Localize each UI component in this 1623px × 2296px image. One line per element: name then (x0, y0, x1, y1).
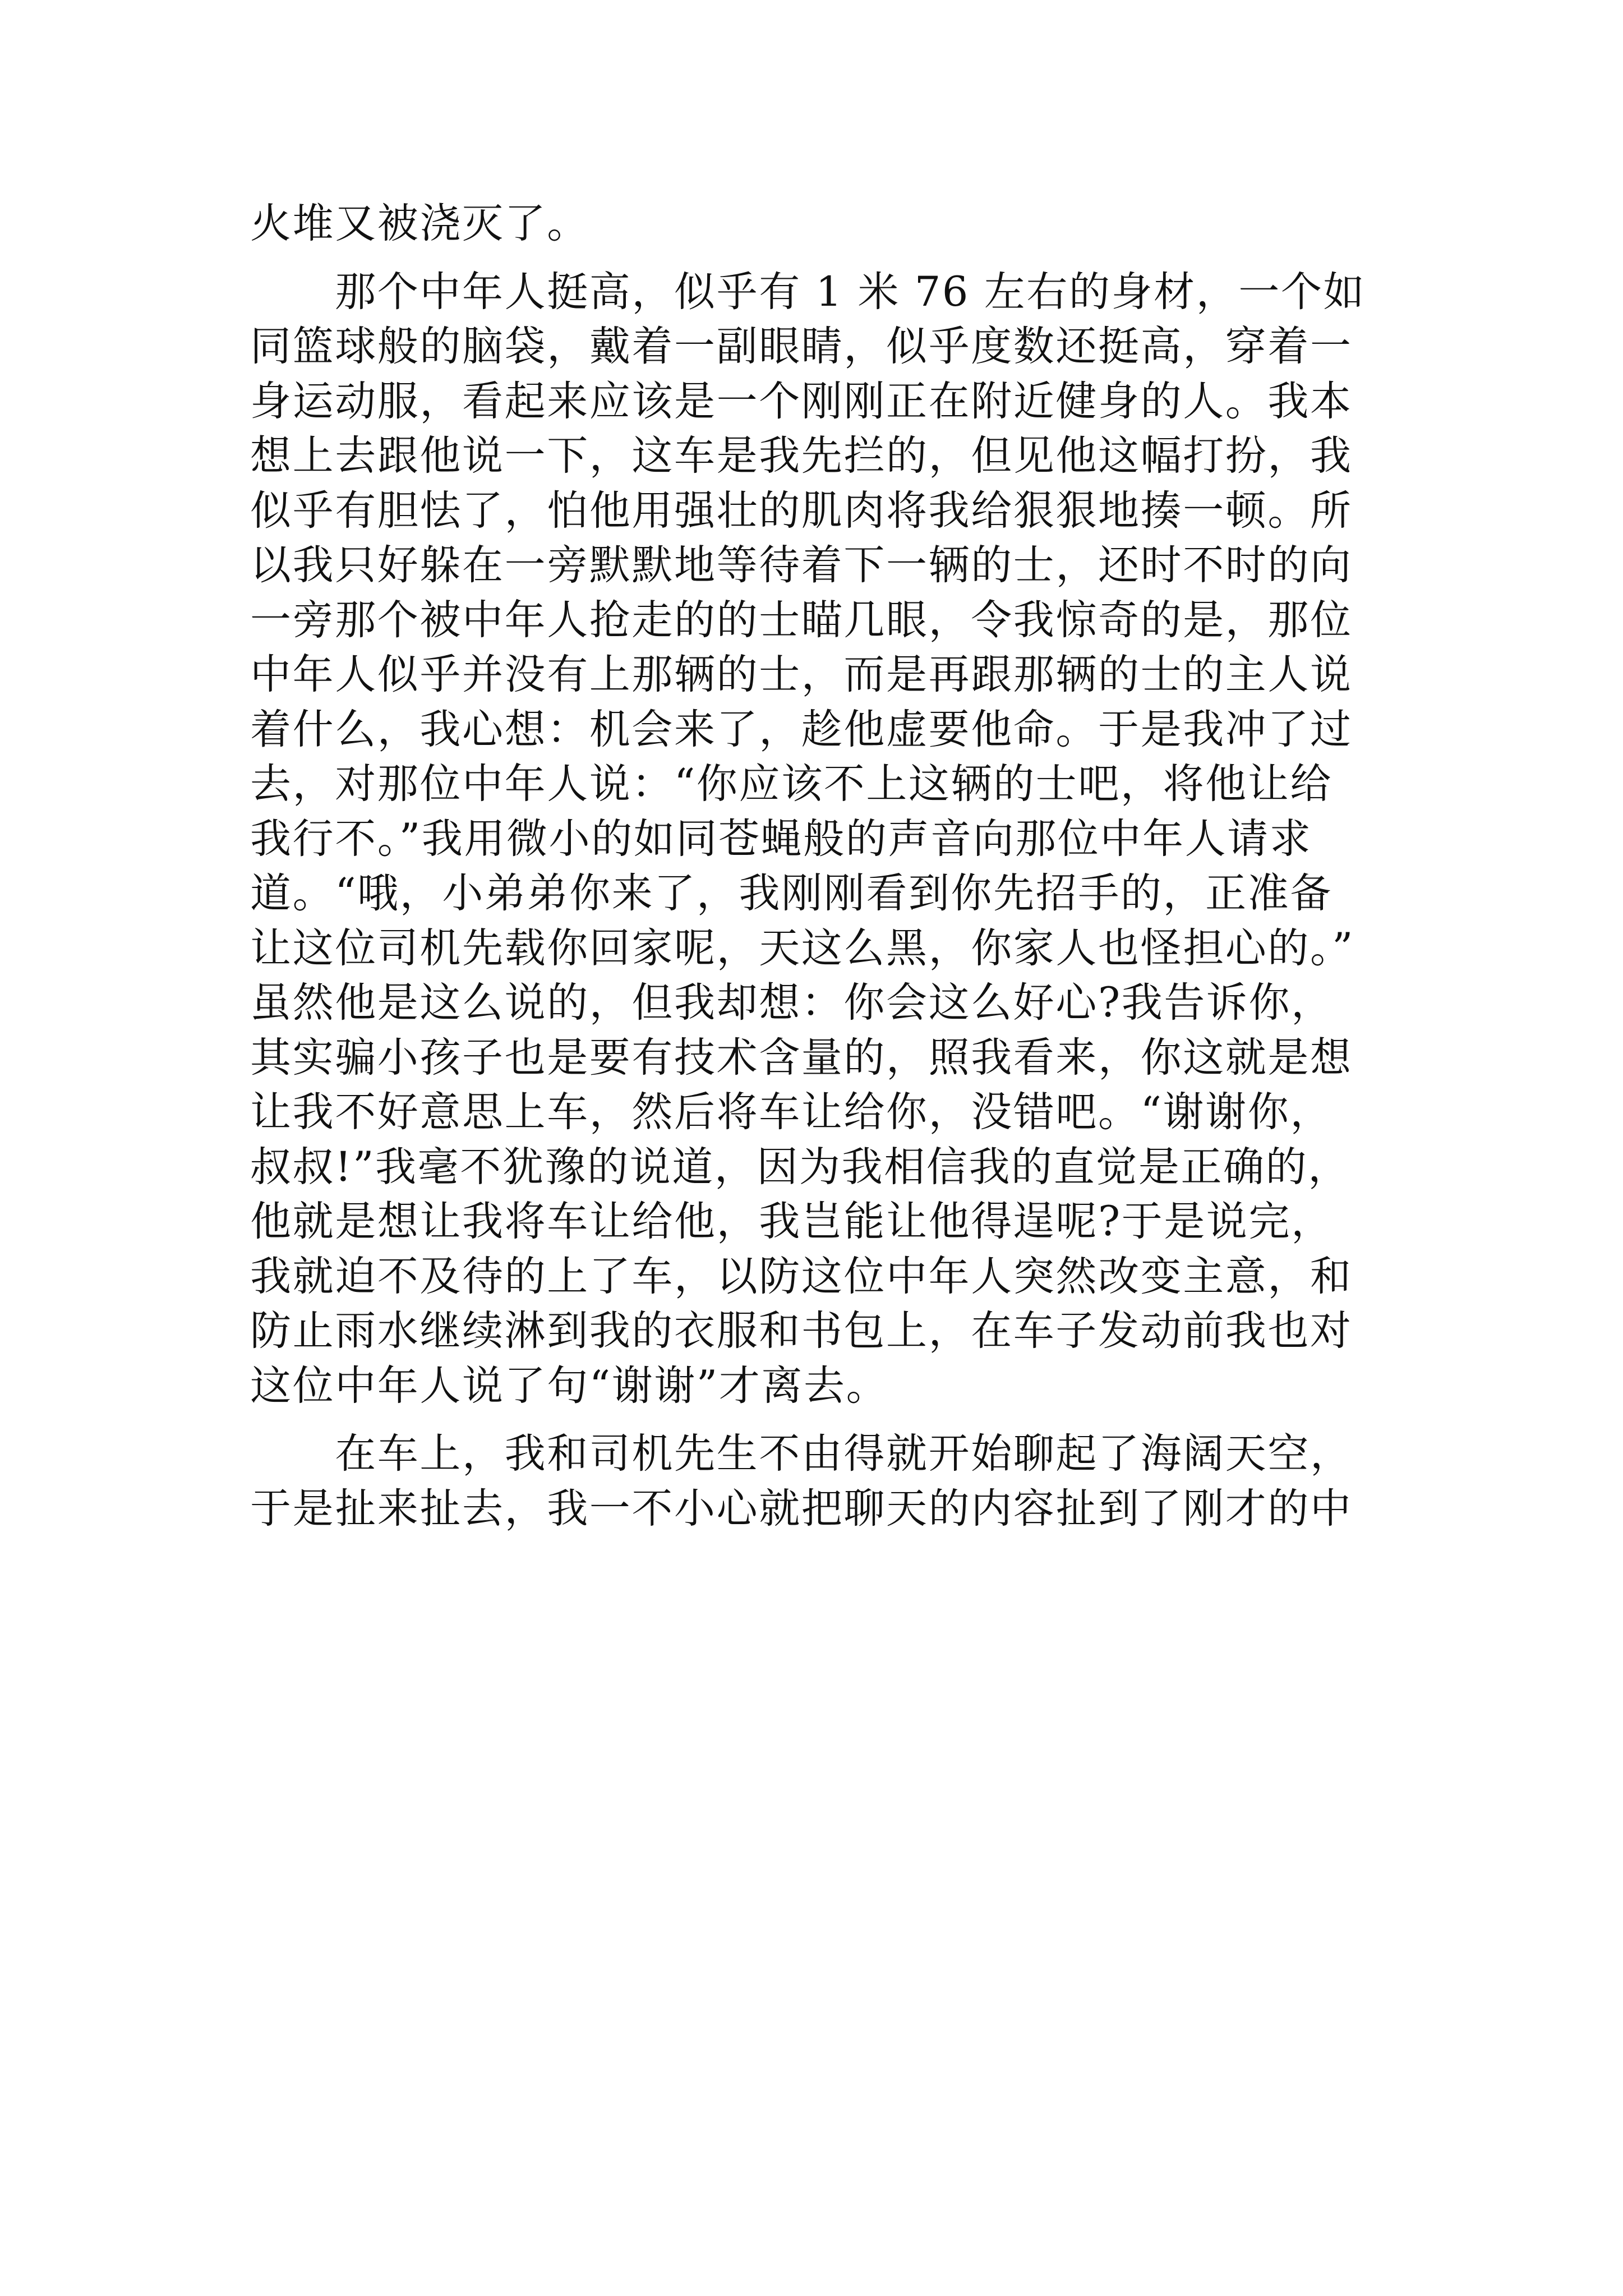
text-line: 于是扯来扯去，我一不小心就把聊天的内容扯到了刚才的中 (250, 1484, 1353, 1533)
text-line: 让我不好意思上车，然后将车让给你，没错吧。“谢谢你， (250, 1088, 1332, 1136)
body-text (250, 196, 1383, 1536)
text-line: 我行不。”我用微小的如同苍蝇般的声音向那位中年人请求 (250, 815, 1312, 863)
text-line: 身运动服，看起来应该是一个刚刚正在附近健身的人。我本 (250, 377, 1353, 425)
text-line: 我就迫不及待的上了车，以防这位中年人突然改变主意，和 (250, 1252, 1353, 1300)
text-line: 让这位司机先载你回家呢，天这么黑，你家人也怪担心的。” (250, 924, 1355, 972)
text-line: 火堆又被浇灭了。 (250, 200, 589, 247)
paragraph-start-line: 那个中年人挺高，似乎有 1 米 76 左右的身材，一个如 (250, 268, 1366, 316)
text-line: 同篮球般的脑袋，戴着一副眼睛，似乎度数还挺高，穿着一 (250, 323, 1353, 370)
text-line: 中年人似乎并没有上那辆的士，而是再跟那辆的士的主人说 (250, 651, 1353, 698)
text-line: 道。“哦，小弟弟你来了，我刚刚看到你先招手的，正准备 (250, 869, 1332, 917)
text-line: 着什么，我心想：机会来了，趁他虚要他命。于是我冲了过 (250, 705, 1353, 753)
text-line: 叔叔!”我毫不犹豫的说道，因为我相信我的直觉是正确的， (250, 1143, 1350, 1191)
text-line: 其实骗小孩子也是要有技术含量的，照我看来，你这就是想 (250, 1033, 1353, 1082)
text-line: 想上去跟他说一下，这车是我先拦的，但见他这幅打扮，我 (250, 432, 1353, 480)
text-line: 防止雨水继续淋到我的衣服和书包上，在车子发动前我也对 (250, 1307, 1353, 1355)
text-line: 他就是想让我将车让给他，我岂能让他得逞呢?于是说完， (250, 1198, 1334, 1245)
text-line: 虽然他是这么说的，但我却想：你会这么好心?我告诉你， (250, 979, 1334, 1027)
text-line: 似乎有胆怯了，怕他用强壮的肌肉将我给狠狠地揍一顿。所 (250, 486, 1353, 535)
text-line: 这位中年人说了句“谢谢”才离去。 (250, 1361, 889, 1410)
text-line: 一旁那个被中年人抢走的的士瞄几眼，令我惊奇的是，那位 (250, 596, 1353, 644)
text-line: 以我只好躲在一旁默默地等待着下一辆的士，还时不时的向 (250, 541, 1353, 589)
paragraph-start-line: 在车上，我和司机先生不由得就开始聊起了海阔天空， (250, 1430, 1353, 1478)
text-line: 去，对那位中年人说：“你应该不上这辆的士吧，将他让给 (250, 760, 1332, 808)
